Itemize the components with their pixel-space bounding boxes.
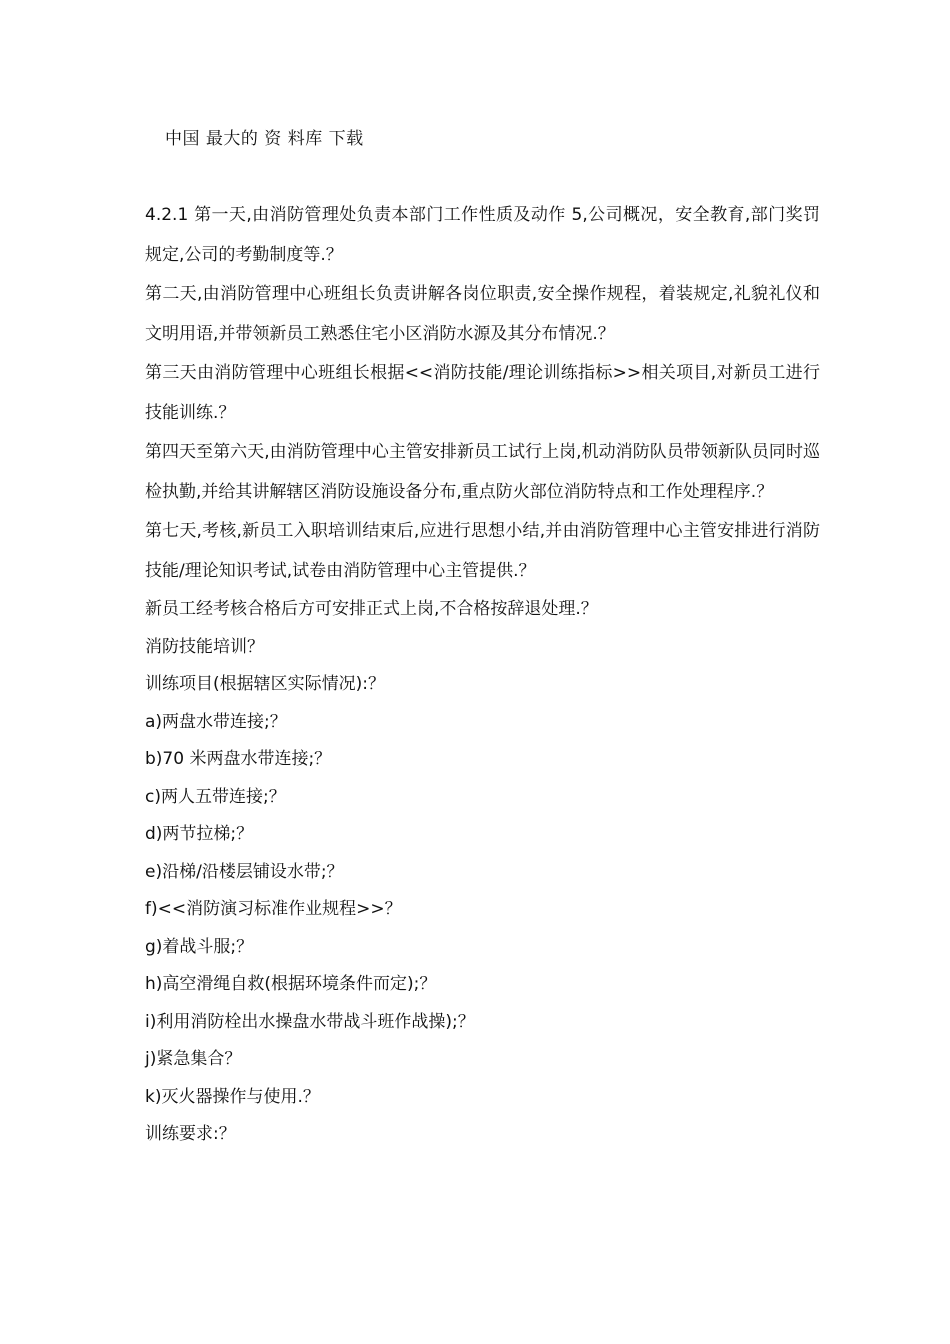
list-item-e: e)沿梯/沿楼层铺设水带;？ [145,861,344,882]
paragraph-day-three: 第三天由消防管理中心班组长根据<<消防技能/理论训练指标>>相关项目,对新员工进行技能训练.？ [145,363,820,423]
text-line-skill-training: 消防技能培训？ [145,636,264,657]
list-item-k: k)灭火器操作与使用.？ [145,1086,320,1107]
paragraph-day-four-six: 第四天至第六天,由消防管理中心主管安排新员工试行上岗,机动消防队员带领新队员同时巡检执勤,并给其讲解辖区消防设施设备分布,重点防火部位消防特点和工作处理程序.？ [145,442,820,502]
list-item-i: i)利用消防栓出水操盘水带战斗班作战操);？ [145,1011,475,1032]
list-item-a: a)两盘水带连接;？ [145,711,287,732]
list-item-h: h)高空滑绳自救(根据环境条件而定);？ [145,974,437,994]
page-header: 中国 最大的 资 料库 下载 [165,129,364,149]
list-item-b: b)70 米两盘水带连接;？ [145,749,332,769]
list-item-c: c)两人五带连接;？ [145,786,286,807]
text-line-training-requirements: 训练要求:？ [145,1124,236,1144]
document-body [145,196,820,1154]
list-item-g: g)着战斗服;？ [145,936,254,957]
text-line-assessment: 新员工经考核合格后方可安排正式上岗,不合格按辞退处理.？ [145,599,598,619]
list-item-j: j)紧急集合？ [145,1049,242,1069]
list-item-f: f)<<消防演习标准作业规程>>？ [145,899,402,919]
paragraph-day-one: 4.2.1 第一天,由消防管理处负责本部门工作性质及动作 5,公司概况，安全教育,部门奖罚规定,公司的考勤制度等.？ [145,205,820,265]
paragraph-day-seven: 第七天,考核,新员工入职培训结束后,应进行思想小结,并由消防管理中心主管安排进行消防技能/理论知识考试,试卷由消防管理中心主管提供.？ [145,521,820,581]
paragraph-day-two: 第二天,由消防管理中心班组长负责讲解各岗位职责,安全操作规程，着装规定,礼貌礼仪和文明用语,并带领新员工熟悉住宅小区消防水源及其分布情况.？ [145,284,820,344]
training-list [145,591,820,1154]
list-item-d: d)两节拉梯;？ [145,824,254,844]
text-line-training-items: 训练项目(根据辖区实际情况):？ [145,674,385,694]
